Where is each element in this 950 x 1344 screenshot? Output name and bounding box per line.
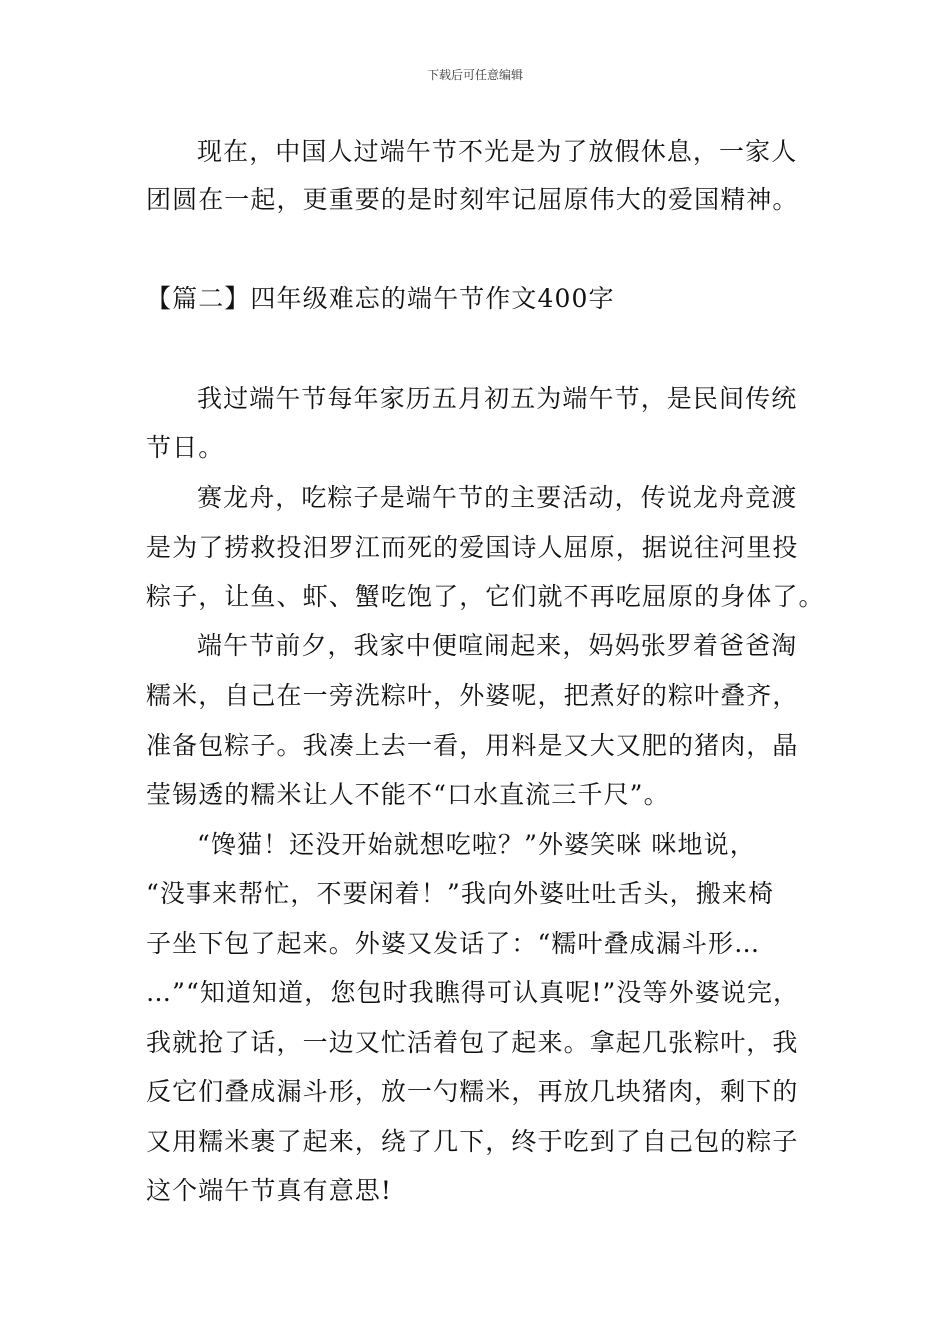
text-line: 反它们叠成漏斗形，放一勺糯米，再放几块猪肉，剩下的	[146, 1077, 799, 1106]
text-line: 节日。	[146, 433, 225, 462]
text-line: “馋猫！还没开始就想吃啦？”外婆笑咪 咪地说，	[197, 830, 756, 859]
text-line: 粽子，让鱼、虾、蟹吃饱了，它们就不再吃屈原的身体了。	[146, 582, 825, 611]
text-line: 现在，中国人过端午节不光是为了放假休息，一家人	[197, 137, 798, 166]
text-line: 赛龙舟，吃粽子是端午节的主要活动，传说龙舟竞渡	[197, 483, 798, 512]
text-line: 准备包粽子。我凑上去一看，用料是又大又肥的猪肉，晶	[146, 731, 799, 760]
text-line: “没事来帮忙，不要闲着！”我向外婆吐吐舌头，搬来椅	[146, 879, 775, 908]
text-line: …”“知道知道，您包时我瞧得可认真呢!”没等外婆说完，	[146, 978, 800, 1007]
text-line: 我就抢了话，一边又忙活着包了起来。拿起几张粽叶，我	[146, 1028, 799, 1057]
section-heading: 【篇二】四年级难忘的端午节作文400字	[146, 284, 615, 313]
text-line: 我过端午节每年家历五月初五为端午节，是民间传统	[197, 384, 798, 413]
text-line: 莹锡透的糯米让人不能不“口水直流三千尺”。	[146, 780, 670, 809]
text-line: 团圆在一起，更重要的是时刻牢记屈原伟大的爱国精神。	[146, 185, 799, 214]
text-line: 糯米，自己在一旁洗粽叶，外婆呢，把煮好的粽叶叠齐，	[146, 681, 799, 710]
text-line: 端午节前夕，我家中便喧闹起来，妈妈张罗着爸爸淘	[197, 631, 798, 660]
text-line: 是为了捞救投汨罗江而死的爱国诗人屈原，据说往河里投	[146, 533, 799, 562]
header-note: 下载后可任意编辑	[426, 68, 523, 82]
text-line: 这个端午节真有意思!	[146, 1176, 393, 1205]
text-line: 子坐下包了起来。外婆又发话了：“糯叶叠成漏斗形…	[146, 929, 761, 958]
text-line: 又用糯米裹了起来，绕了几下，终于吃到了自己包的粽子	[146, 1127, 799, 1156]
